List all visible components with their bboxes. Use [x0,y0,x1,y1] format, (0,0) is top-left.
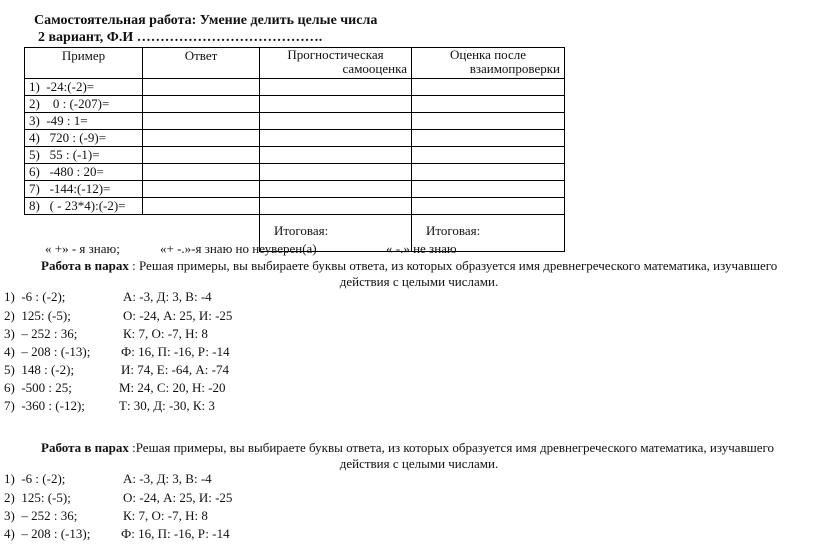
pair-work-2-instructions [24,440,814,472]
pair-work-2-text-1: :Решая примеры, вы выбираете буквы ответа, из которых образуется имя древнегреческого математика, изучавшего [128,440,774,455]
pair-work-2-bold: Работа в парах [41,440,129,455]
peer-assessment-cell[interactable] [412,147,565,164]
col4-line1: Оценка после [449,47,527,62]
self-assessment-cell[interactable] [260,147,412,164]
answer-options: К: 7, О: -7, Н: 8 [123,326,208,341]
self-assessment-cell[interactable] [260,113,412,130]
legend-dont-know: « -.» не знаю [386,241,457,256]
list-item: 3) – 252 : 36; [4,326,78,341]
answer-options: Ф: 16, П: -16, Р: -14 [121,344,230,359]
answer-options: М: 24, С: 20, Н: -20 [119,380,226,395]
legend-unsure: «+ -.»-я знаю но неуверен(а) [160,241,317,256]
col-header-answer: Ответ [143,48,260,79]
table-header-row [25,48,565,79]
table-row [25,198,565,215]
list-item: 4) – 208 : (-13); [4,344,91,359]
list-item: 2) 125: (-5); [4,490,71,505]
legend-know: « +» - я знаю; [45,241,120,256]
pair-work-1-bold: Работа в парах [41,258,129,273]
answer-cell[interactable] [143,113,260,130]
answer-cell[interactable] [143,96,260,113]
col3-line2: самооценка [342,61,407,76]
col-header-peer-assessment [412,48,565,79]
example-cell: 2) 0 : (-207)= [25,96,143,113]
self-assessment-cell[interactable] [260,130,412,147]
pair-work-1-text-1: : Решая примеры, вы выбираете буквы ответа, из которых образуется имя древнегреческого математика, изучавшего [128,258,778,273]
answer-cell[interactable] [143,164,260,181]
example-cell: 5) 55 : (-1)= [25,147,143,164]
pair-work-2-text-2: действия с целыми числами. [339,456,499,471]
peer-assessment-cell[interactable] [412,198,565,215]
table-row [25,96,565,113]
table-row [25,113,565,130]
peer-assessment-cell[interactable] [412,79,565,96]
example-cell: 3) -49 : 1= [25,113,143,130]
list-item: 1) -6 : (-2); [4,289,66,304]
list-item: 5) 148 : (-2); [4,362,75,377]
col3-line1: Прогностическая [287,47,384,62]
table-row [25,79,565,96]
self-assessment-cell[interactable] [260,181,412,198]
answer-cell[interactable] [143,130,260,147]
answer-cell[interactable] [143,79,260,96]
answer-cell[interactable] [143,181,260,198]
self-assessment-cell[interactable] [260,198,412,215]
example-cell: 6) -480 : 20= [25,164,143,181]
pair-work-1-instructions [24,258,814,290]
table-row [25,147,565,164]
list-item: 3) – 252 : 36; [4,508,78,523]
col4-line2: взаимопроверки [469,61,560,76]
total-peer-cell: Итоговая: [412,215,565,252]
answer-options: А: -3, Д: 3, В: -4 [123,471,212,486]
col-header-example: Пример [25,48,143,79]
total-self-cell: Итоговая: [260,215,412,252]
peer-assessment-cell[interactable] [412,96,565,113]
self-assessment-cell[interactable] [260,79,412,96]
pair-work-1-text-2: действия с целыми числами. [339,274,499,289]
variant-name-line: 2 вариант, Ф.И …………………………………. [38,30,323,45]
answer-options: А: -3, Д: 3, В: -4 [123,289,212,304]
peer-assessment-cell[interactable] [412,164,565,181]
self-assessment-cell[interactable] [260,96,412,113]
answer-options: Т: 30, Д: -30, К: 3 [119,398,215,413]
col-header-self-assessment [260,48,412,79]
self-assessment-cell[interactable] [260,164,412,181]
table-row [25,130,565,147]
answer-options: Ф: 16, П: -16, Р: -14 [121,526,230,541]
worksheet-title: Самостоятельная работа: Умение делить целые числа [34,13,378,28]
example-cell: 4) 720 : (-9)= [25,130,143,147]
answer-options: О: -24, А: 25, И: -25 [123,490,233,505]
peer-assessment-cell[interactable] [412,113,565,130]
peer-assessment-cell[interactable] [412,130,565,147]
list-item: 6) -500 : 25; [4,380,72,395]
answer-cell[interactable] [143,198,260,215]
list-item: 1) -6 : (-2); [4,471,66,486]
list-item: 2) 125: (-5); [4,308,71,323]
table-row [25,181,565,198]
example-cell: 7) -144:(-12)= [25,181,143,198]
answer-options: И: 74, Е: -64, А: -74 [121,362,229,377]
table-row [25,164,565,181]
list-item: 4) – 208 : (-13); [4,526,91,541]
answer-options: О: -24, А: 25, И: -25 [123,308,233,323]
list-item: 7) -360 : (-12); [4,398,85,413]
example-cell: 8) ( - 23*4):(-2)= [25,198,143,215]
answer-cell[interactable] [143,147,260,164]
answer-options: К: 7, О: -7, Н: 8 [123,508,208,523]
self-check-table [24,47,565,252]
peer-assessment-cell[interactable] [412,181,565,198]
example-cell: 1) -24:(-2)= [25,79,143,96]
